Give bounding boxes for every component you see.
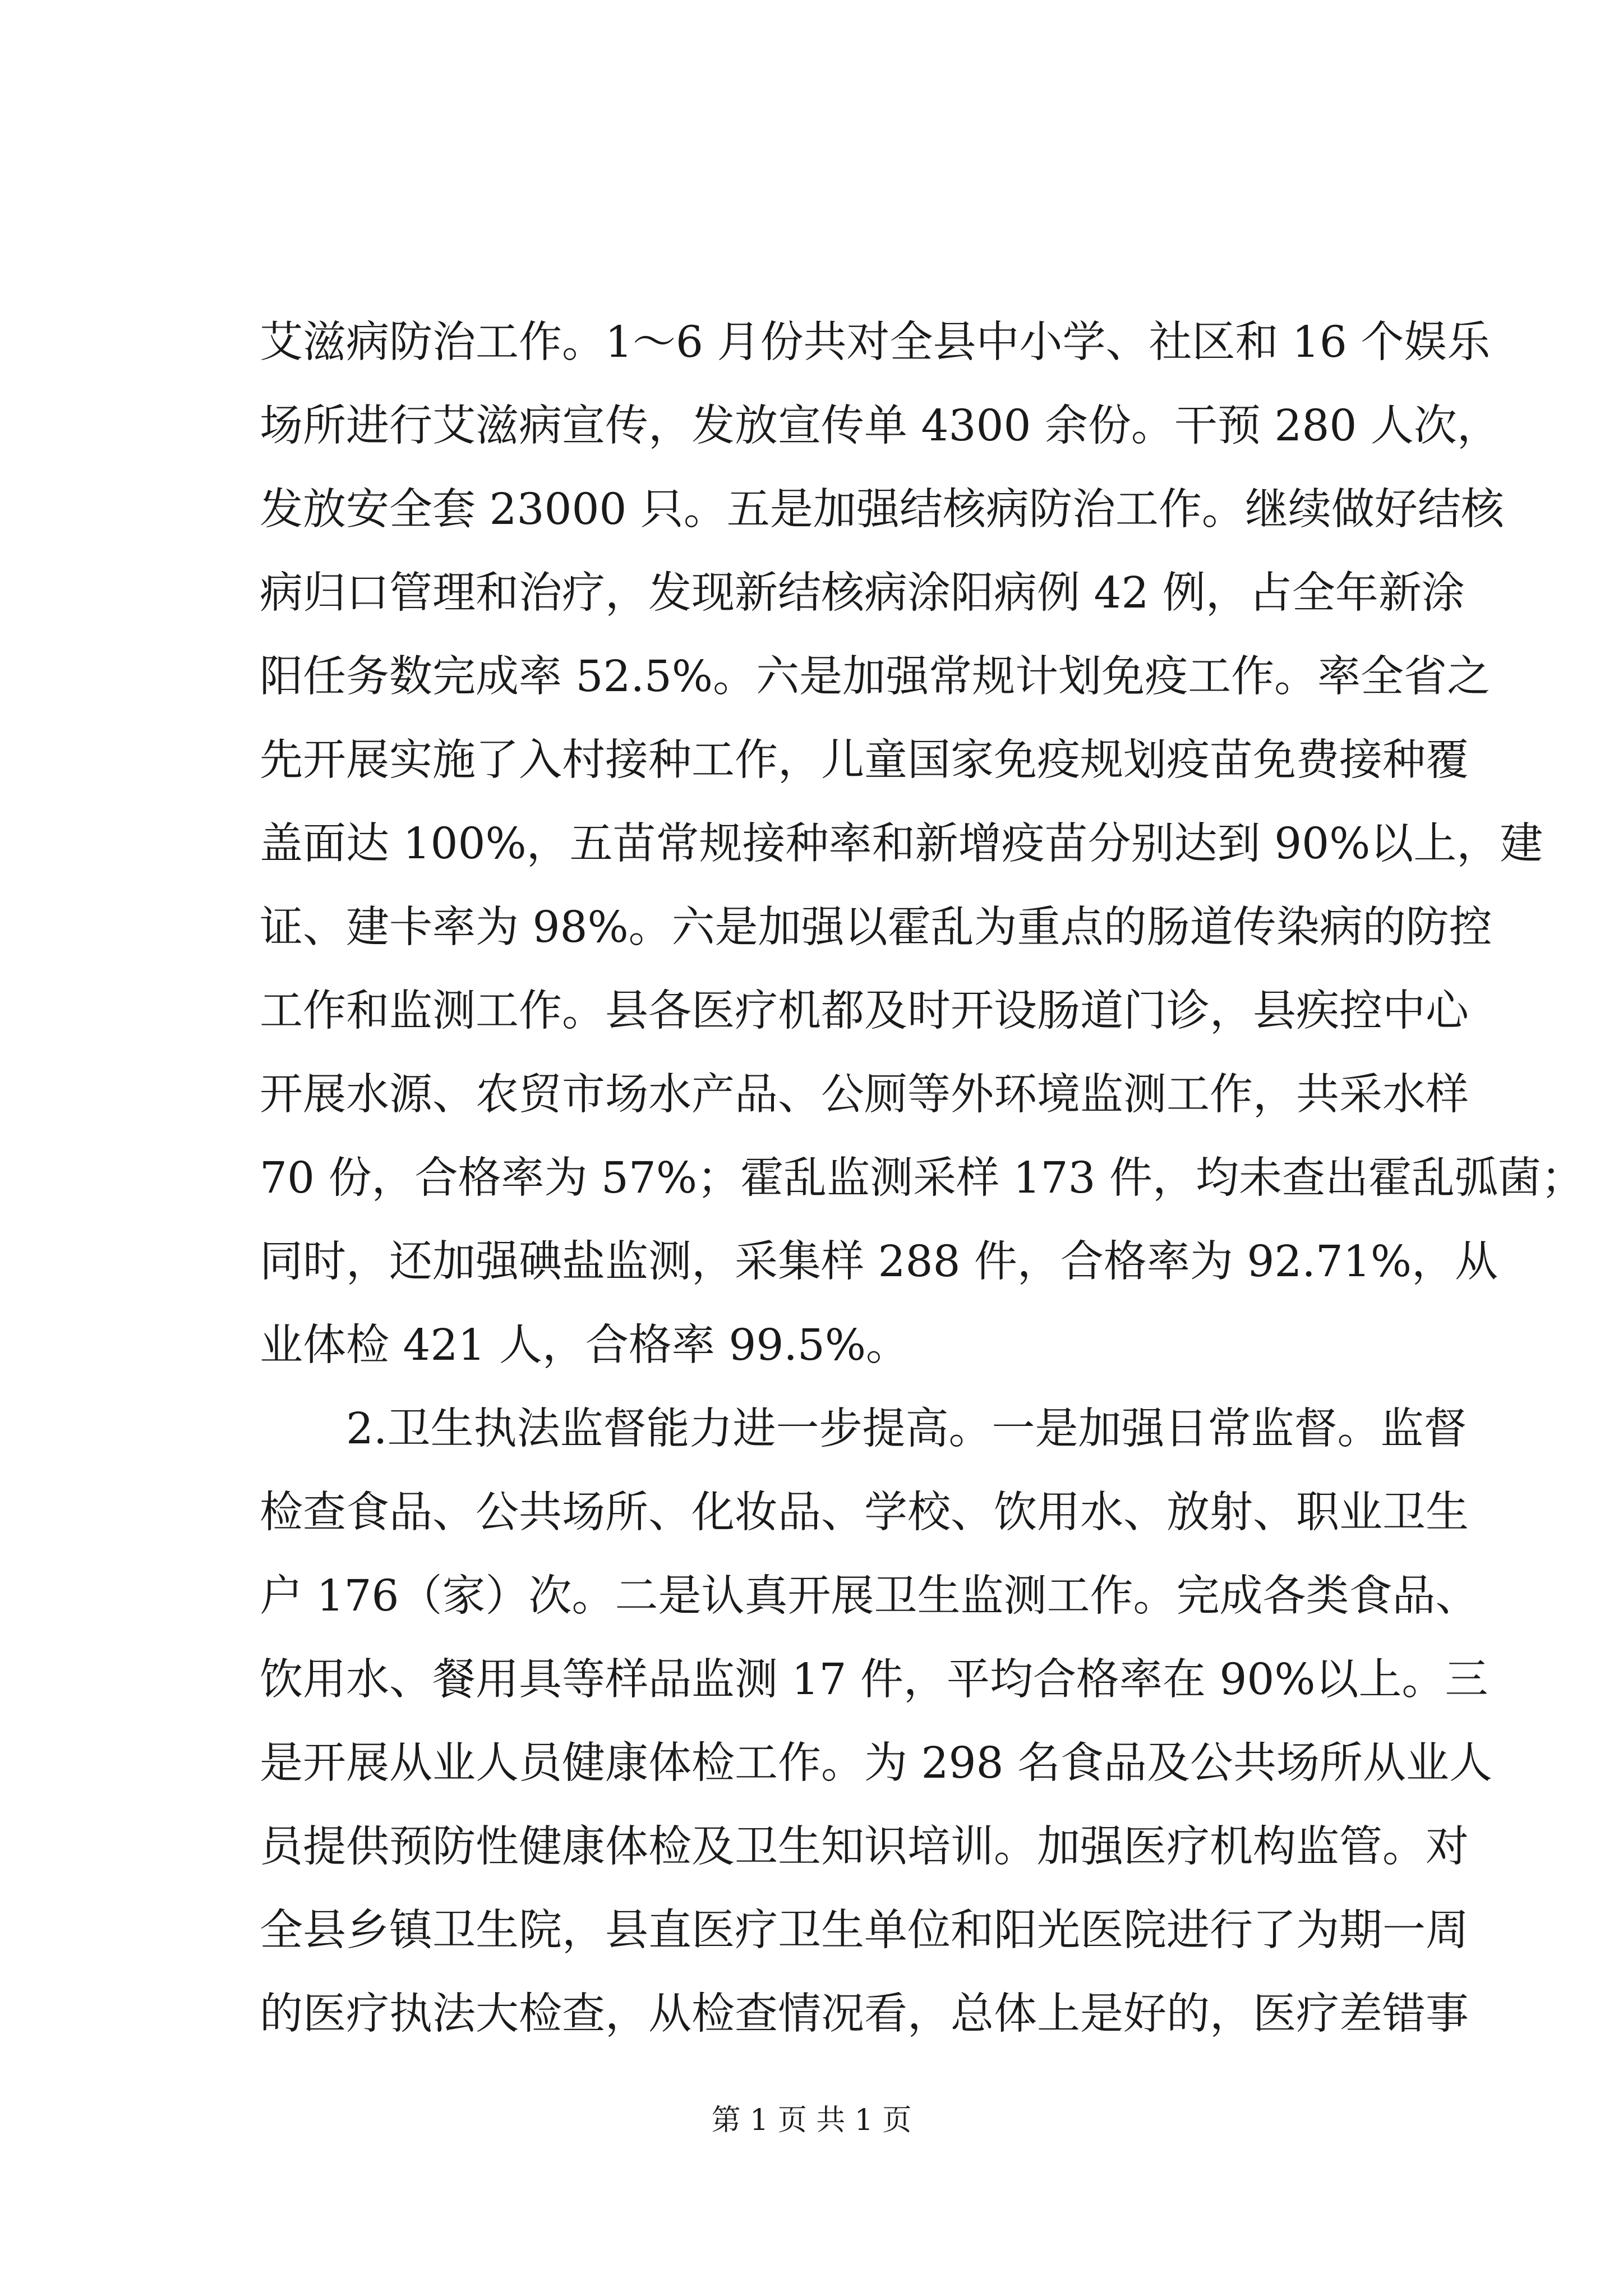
page-number: 第 1 页 共 1 页 [711,2104,912,2137]
text-line: 盖面达 100%，五苗常规接种率和新增疫苗分别达到 90%以上，建 [260,819,1543,869]
text-line: 开展水源、农贸市场水产品、公厕等外环境监测工作，共采水样 [260,1070,1469,1120]
text-line: 证、建卡率为 98%。六是加强以霍乱为重点的肠道传染病的防控 [260,903,1492,953]
text-line: 场所进行艾滋病宣传，发放宣传单 4300 余份。干预 280 人次， [260,401,1500,451]
text-line: 艾滋病防治工作。1～6 月份共对全县中小学、社区和 16 个娱乐 [260,318,1491,367]
paragraph-2 [260,1387,1492,2056]
text-line: 70 份，合格率为 57%；霍乱监测采样 173 件，均未查出霍乱弧菌； [260,1153,1584,1203]
text-line: 2.卫生执法监督能力进一步提高。一是加强日常监督。监督 [260,1404,1467,1454]
text-line: 的医疗执法大检查，从检查情况看，总体上是好的，医疗差错事 [260,1989,1469,2039]
text-line: 病归口管理和治疗，发现新结核病涂阳病例 42 例，占全年新涂 [260,568,1465,618]
text-line: 户 176（家）次。二是认真开展卫生监测工作。完成各类食品、 [260,1571,1479,1621]
text-line: 阳任务数完成率 52.5%。六是加强常规计划免疫工作。率全省之 [260,652,1491,702]
text-line: 业体检 421 人，合格率 99.5%。 [260,1320,910,1370]
text-line: 员提供预防性健康体检及卫生知识培训。加强医疗机构监管。对 [260,1822,1469,1872]
text-line: 发放安全套 23000 只。五是加强结核病防治工作。继续做好结核 [260,485,1504,535]
document-body [260,301,1584,2056]
text-line: 工作和监测工作。县各医疗机都及时开设肠道门诊，县疾控中心 [260,986,1469,1036]
text-line: 是开展从业人员健康体检工作。为 298 名食品及公共场所从业人 [260,1738,1492,1788]
text-line: 同时，还加强碘盐监测，采集样 288 件，合格率为 92.71%，从 [260,1237,1498,1287]
paragraph-1 [260,301,1584,1387]
page-footer [0,2098,1623,2143]
text-line: 饮用水、餐用具等样品监测 17 件，平均合格率在 90%以上。三 [260,1655,1488,1705]
text-line: 全县乡镇卫生院，县直医疗卫生单位和阳光医院进行了为期一周 [260,1906,1469,1955]
text-line: 检查食品、公共场所、化妆品、学校、饮用水、放射、职业卫生 [260,1488,1469,1538]
text-line: 先开展实施了入村接种工作，儿童国家免疫规划疫苗免费接种覆 [260,735,1469,785]
